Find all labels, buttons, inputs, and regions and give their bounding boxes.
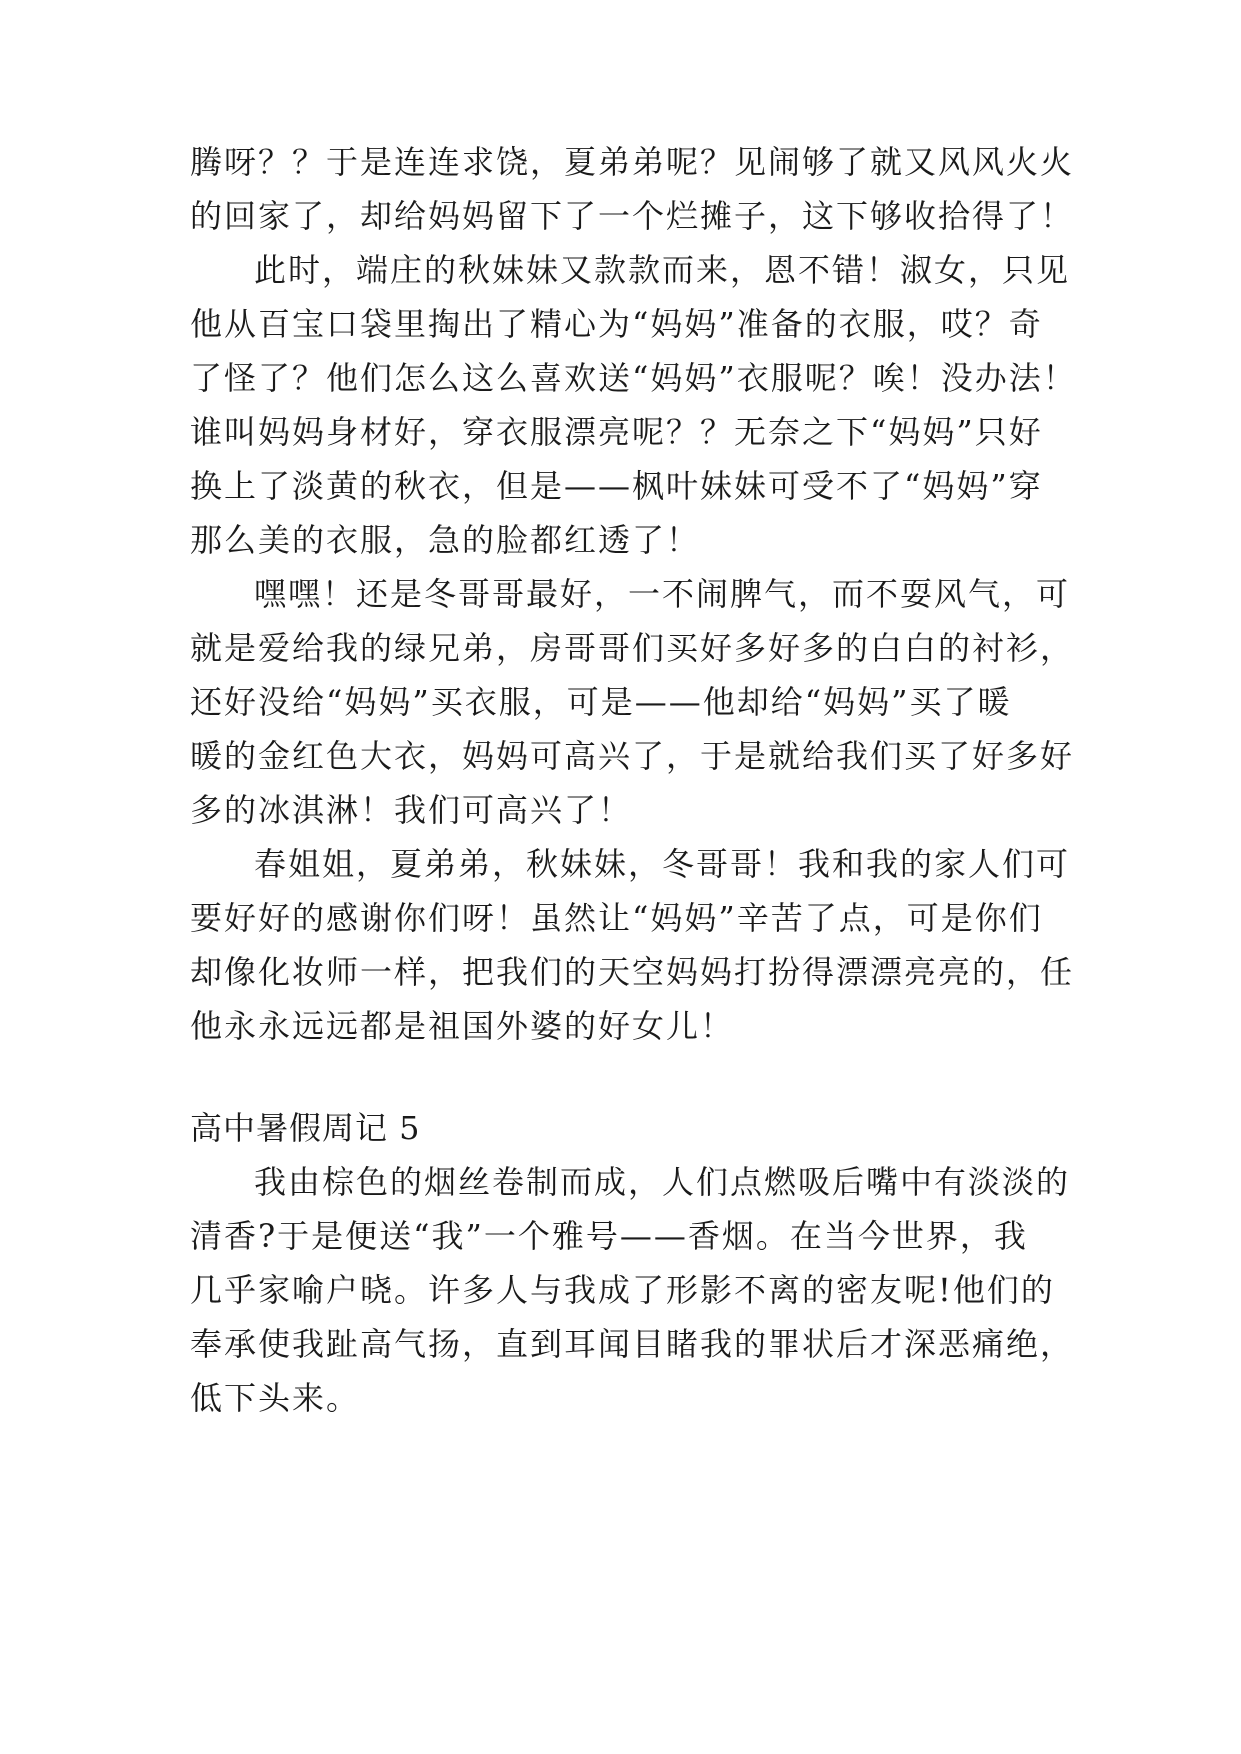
text-line: 他永永远远都是祖国外婆的好女儿！ — [190, 1007, 735, 1045]
text-line: 多的冰淇淋！我们可高兴了！ — [190, 791, 633, 829]
paragraph-start: 春姐姐，夏弟弟，秋妹妹，冬哥哥！我和我的家人们可 — [254, 845, 1071, 883]
text-line: 要好好的感谢你们呀！虽然让“妈妈”辛苦了点，可是你们 — [190, 899, 1043, 937]
text-line: 就是爱给我的绿兄弟，房哥哥们买好多好多的白白的衬衫， — [190, 629, 1075, 667]
text-line: 了怪了？他们怎么这么喜欢送“妈妈”衣服呢？唉！没办法！ — [190, 359, 1077, 397]
paragraph-start: 我由棕色的烟丝卷制而成，人们点燃吸后嘴中有淡淡的 — [254, 1163, 1071, 1201]
text-line: 奉承使我趾高气扬，直到耳闻目睹我的罪状后才深恶痛绝， — [190, 1325, 1075, 1363]
text-line: 换上了淡黄的秋衣，但是——枫叶妹妹可受不了“妈妈”穿 — [190, 467, 1043, 505]
text-line: 却像化妆师一样，把我们的天空妈妈打扮得漂漂亮亮的，任 — [190, 953, 1075, 991]
section-title: 高中暑假周记 5 — [190, 1109, 421, 1147]
text-line: 他从百宝口袋里掏出了精心为“妈妈”准备的衣服，哎？奇 — [190, 305, 1043, 343]
text-line: 那么美的衣服，急的脸都红透了！ — [190, 521, 701, 559]
text-line: 几乎家喻户晓。许多人与我成了形影不离的密友呢!他们的 — [190, 1271, 1055, 1309]
text-line: 清香?于是便送“我”一个雅号——香烟。在当今世界，我 — [190, 1217, 1028, 1255]
text-line: 谁叫妈妈身材好，穿衣服漂亮呢？？无奈之下“妈妈”只好 — [190, 413, 1043, 451]
text-line: 还好没给“妈妈”买衣服，可是——他却给“妈妈”买了暖 — [190, 683, 1012, 721]
text-line: 的回家了，却给妈妈留下了一个烂摊子，这下够收拾得了！ — [190, 197, 1075, 235]
text-line: 腾呀？？于是连连求饶，夏弟弟呢？见闹够了就又风风火火 — [190, 143, 1075, 181]
paragraph-start: 此时，端庄的秋妹妹又款款而来，恩不错！淑女，只见 — [254, 251, 1071, 289]
text-line: 暖的金红色大衣，妈妈可高兴了，于是就给我们买了好多好 — [190, 737, 1075, 775]
paragraph-start: 嘿嘿！还是冬哥哥最好，一不闹脾气，而不耍风气，可 — [254, 575, 1071, 613]
text-line: 低下头来。 — [190, 1379, 361, 1417]
